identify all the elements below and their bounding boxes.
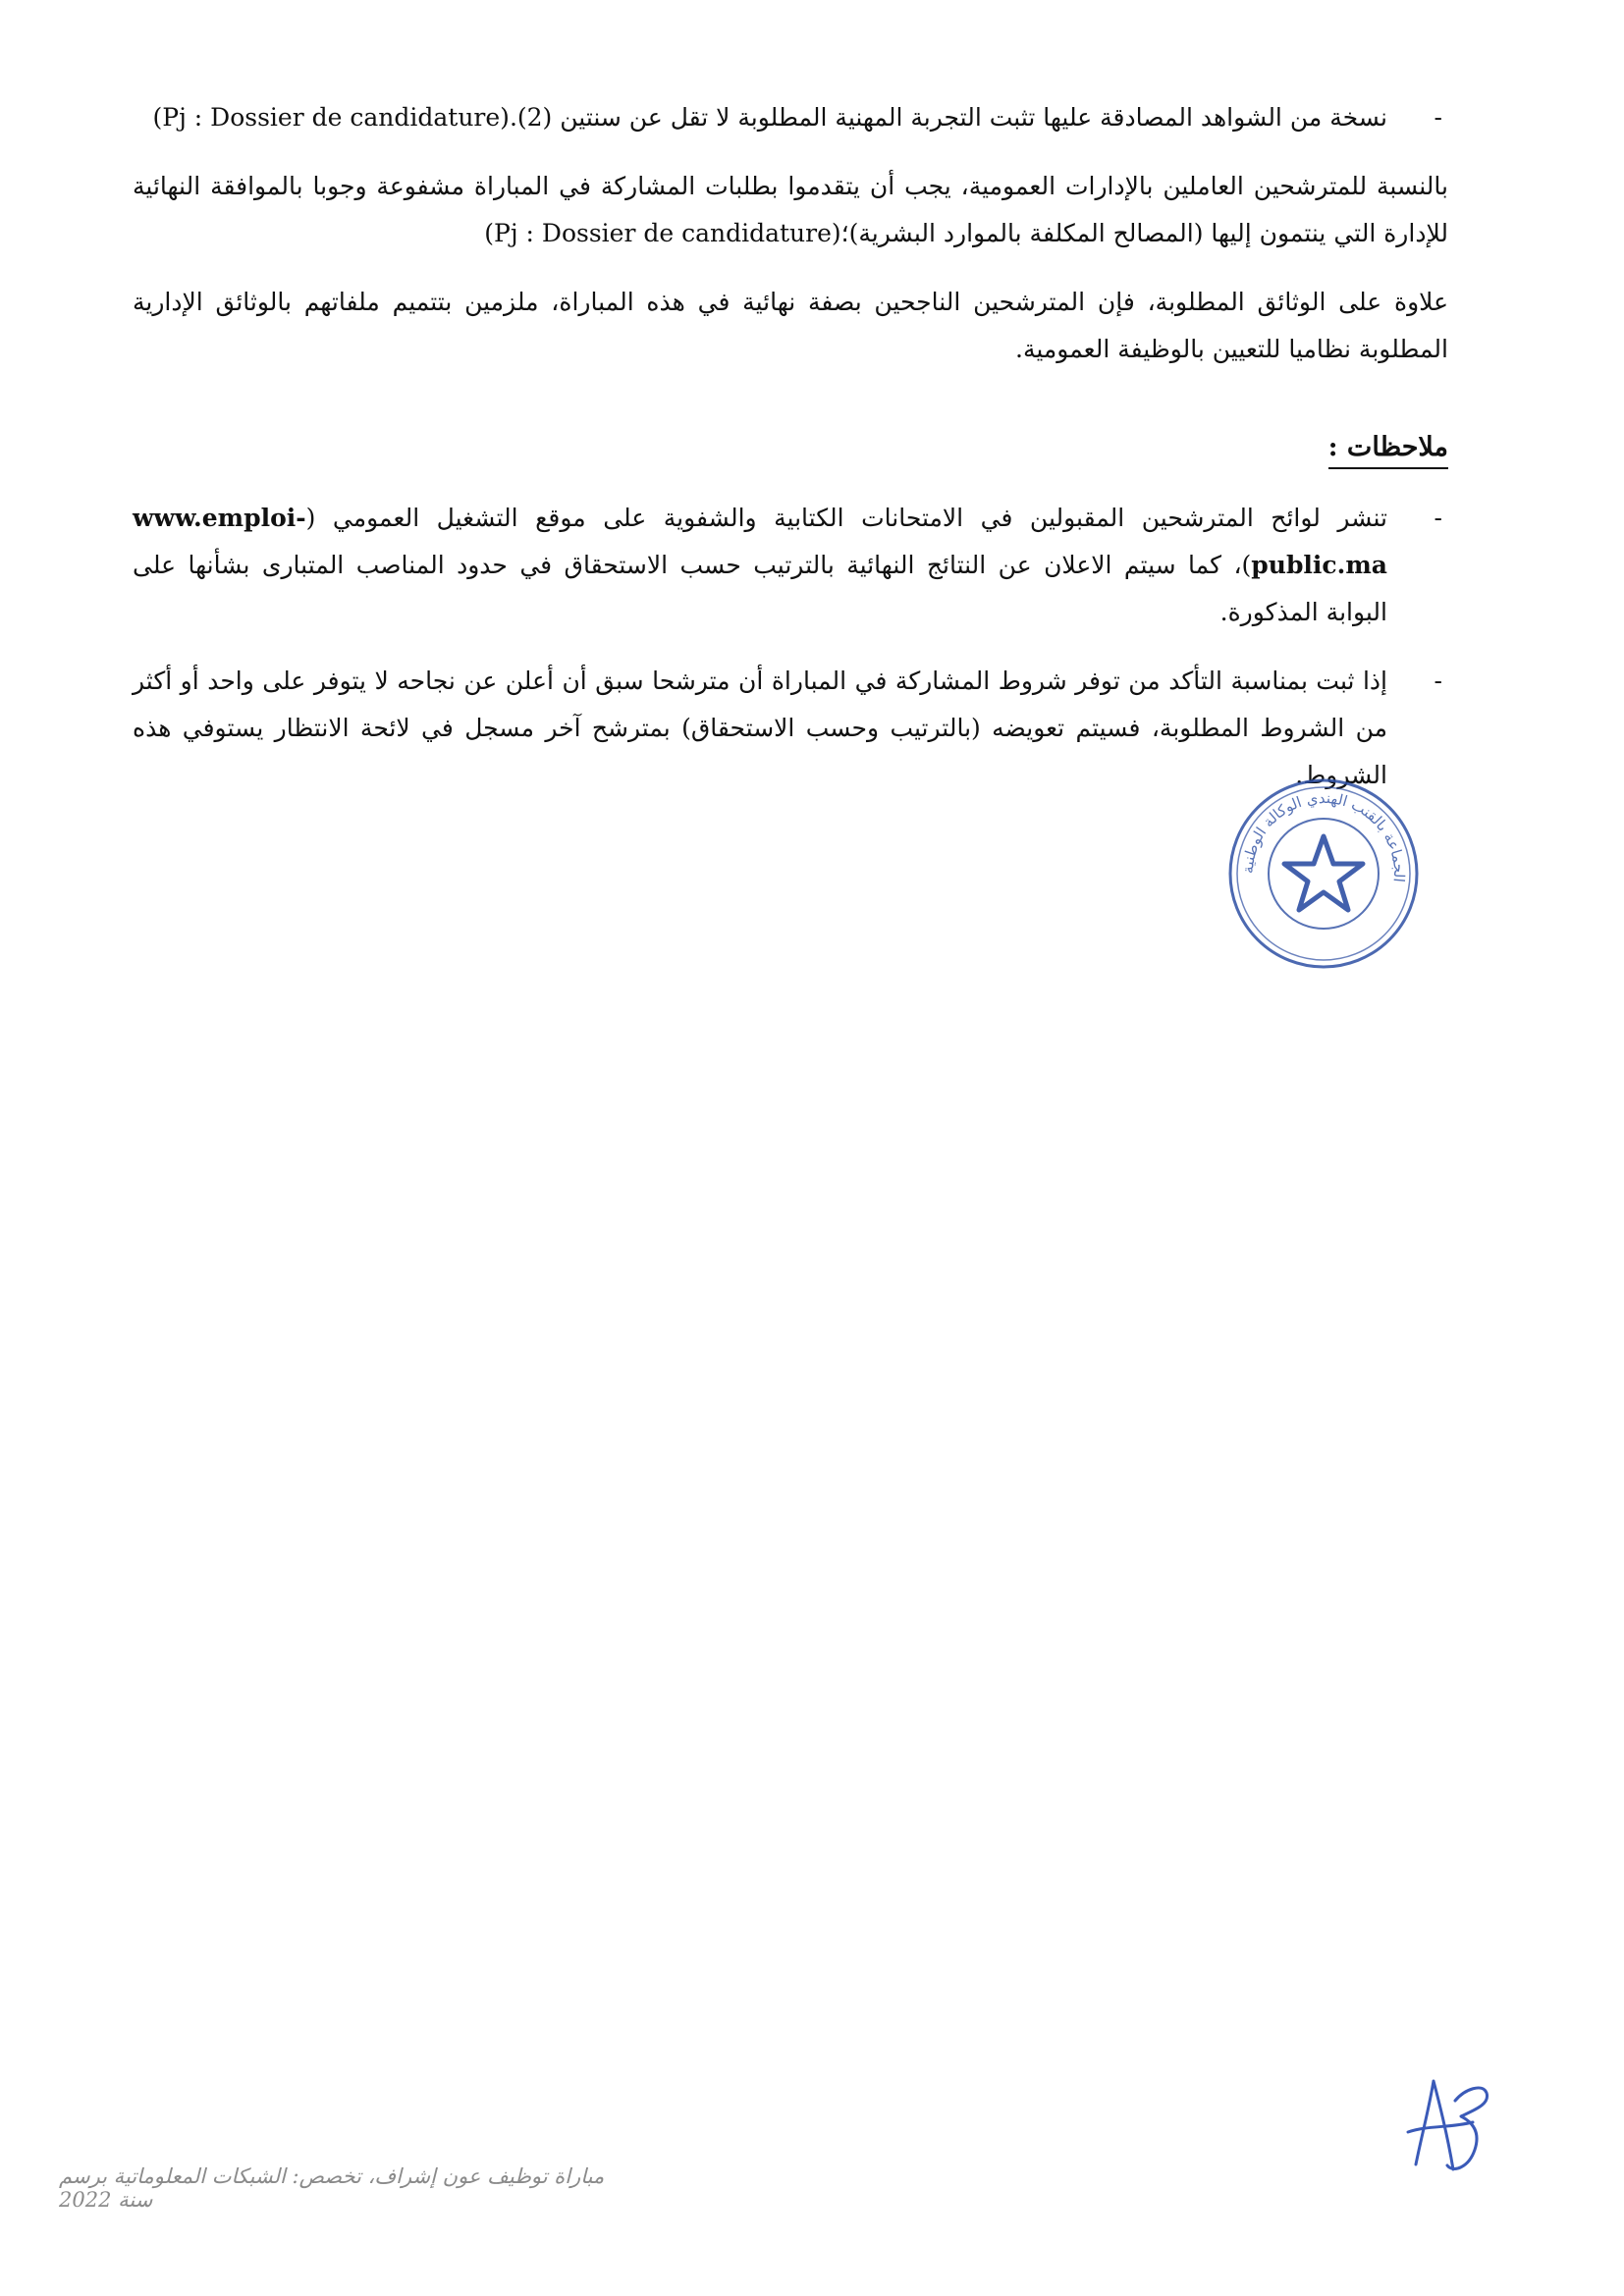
para-employees-text: بالنسبة للمترشحين العاملين بالإدارات العمومية، يجب أن يتقدموا بطلبات المشاركة في المباراة مشفوعة وجوبا بالموافقة النهائية للإدارة التي ينتمون إليها (المصالح المكلفة بالموارد البشرية)؛ (133, 172, 1448, 247)
stamp-text: الجماعة بالقنب الهندي الوكالة الوطنية (1238, 788, 1409, 883)
notes-heading: ملاحظات : (1328, 428, 1448, 469)
note-publication-text-after: )، كما سيتم الاعلان عن النتائج النهائية بالترتيب حسب الاستحقاق في حدود المناصب المتبارى بشأنها على البوابة المذكورة. (133, 551, 1387, 626)
bullet-dash: - (1434, 667, 1442, 695)
page-footer: مباراة توظيف عون إشراف، تخصص: الشبكات المعلوماتية برسم سنة 2022 (59, 2164, 605, 2212)
para-employees-ref: (Pj : Dossier de candidature) (484, 219, 841, 247)
official-stamp-icon (1225, 775, 1422, 972)
signature-icon (1404, 2071, 1492, 2179)
item-certificates-ref: (Pj : Dossier de candidature) (152, 103, 510, 132)
bullet-dash: - (1434, 103, 1442, 132)
emploi-public-link[interactable]: www.emploi-public.ma (133, 504, 1387, 579)
item-certificates (133, 94, 1448, 141)
para-successful: علاوة على الوثائق المطلوبة، فإن المترشحين الناجحين بصفة نهائية في هذه المباراة، ملزمين بتتميم ملفاتهم بالوثائق الإدارية المطلوبة نظاميا للتعيين بالوظيفة العمومية. (133, 288, 1448, 363)
note-replacement-text: إذا ثبت بمناسبة التأكد من توفر شروط المشاركة في المباراة أن مترشحا سبق أن أعلن عن نجاحه لا يتوفر على واحد أو أكثر من الشروط المطلوبة، فسيتم تعويضه (بالترتيب وحسب الاستحقاق) بمترشح آخر مسجل في لائحة الانتظار يستوفي هذه الشروط. (133, 667, 1387, 789)
bullet-dash: - (1434, 504, 1442, 532)
item-certificates-text: نسخة من الشواهد المصادقة عليها تثبت التجربة المهنية المطلوبة لا تقل عن سنتين (2). (509, 103, 1387, 132)
para-employees (133, 163, 1448, 257)
document-body (133, 94, 1448, 821)
note-publication-text-before: تنشر لوائح المترشحين المقبولين في الامتحانات الكتابية والشفوية على موقع التشغيل العمومي ( (305, 504, 1387, 532)
note-publication (133, 495, 1448, 636)
